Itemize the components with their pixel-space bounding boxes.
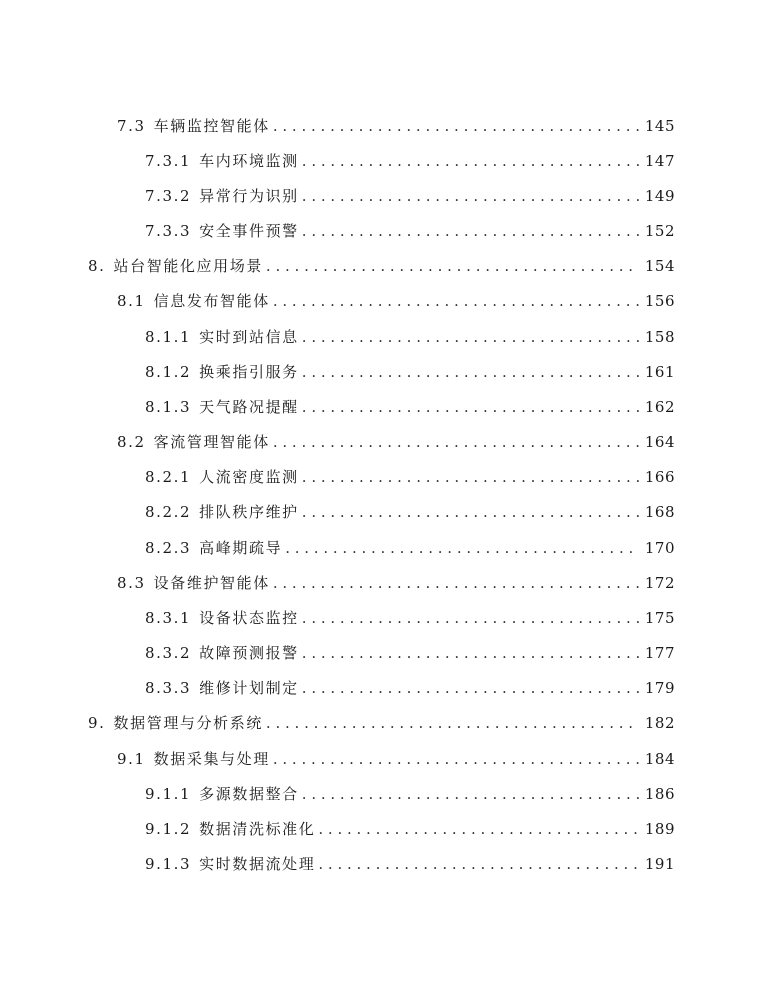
toc-number: 7.3.3 xyxy=(145,222,192,240)
toc-page-number: 149 xyxy=(644,187,675,205)
toc-entry[interactable] xyxy=(145,182,675,206)
toc-title: 维修计划制定 xyxy=(199,679,299,697)
toc-leader-dots xyxy=(266,713,639,733)
toc-entry[interactable] xyxy=(145,498,675,522)
toc-entry[interactable] xyxy=(117,287,675,311)
toc-title: 换乘指引服务 xyxy=(199,363,299,381)
toc-entry[interactable] xyxy=(145,534,675,558)
toc-entry[interactable] xyxy=(117,569,675,593)
toc-page-number: 172 xyxy=(644,574,675,592)
toc-page-number: 166 xyxy=(644,468,675,486)
toc-leader-dots xyxy=(302,678,639,698)
toc-leader-dots xyxy=(302,502,639,522)
toc-leader-dots xyxy=(285,538,639,558)
toc-page-number: 156 xyxy=(644,292,675,310)
toc-leader-dots xyxy=(273,291,639,311)
toc-number: 9.1.1 xyxy=(145,785,192,803)
toc-leader-dots xyxy=(273,116,639,136)
toc-number: 7.3 xyxy=(117,117,146,135)
toc-page-number: 152 xyxy=(644,222,675,240)
toc-entry[interactable] xyxy=(145,393,675,417)
toc-page-number: 161 xyxy=(644,363,675,381)
toc-leader-dots xyxy=(273,432,639,452)
toc-number: 9. xyxy=(88,714,106,732)
toc-number: 8.3.1 xyxy=(145,609,192,627)
toc-leader-dots xyxy=(302,151,639,171)
toc-title: 异常行为识别 xyxy=(199,187,299,205)
toc-page-number: 147 xyxy=(644,152,675,170)
toc-entry[interactable] xyxy=(88,252,675,276)
toc-leader-dots xyxy=(302,784,639,804)
toc-leader-dots xyxy=(302,221,639,241)
toc-number: 8.1.2 xyxy=(145,363,192,381)
toc-number: 9.1.3 xyxy=(145,855,192,873)
toc-leader-dots xyxy=(302,467,639,487)
toc-number: 8.3.2 xyxy=(145,644,192,662)
toc-title: 实时数据流处理 xyxy=(199,855,316,873)
toc-entry[interactable] xyxy=(145,850,675,874)
toc-entry[interactable] xyxy=(145,323,675,347)
toc-leader-dots xyxy=(302,186,639,206)
toc-number: 8.2.2 xyxy=(145,503,192,521)
toc-entry[interactable] xyxy=(145,639,675,663)
toc-entry[interactable] xyxy=(145,217,675,241)
toc-number: 8. xyxy=(88,257,106,275)
toc-page-number: 145 xyxy=(644,117,675,135)
toc-leader-dots xyxy=(302,397,639,417)
toc-leader-dots xyxy=(273,749,639,769)
toc-page-number: 168 xyxy=(644,503,675,521)
toc-title: 多源数据整合 xyxy=(199,785,299,803)
toc-number: 8.1.1 xyxy=(145,328,192,346)
toc-title: 车辆监控智能体 xyxy=(153,117,270,135)
toc-number: 8.1 xyxy=(117,292,146,310)
toc-title: 数据清洗标准化 xyxy=(199,820,316,838)
toc-page-number: 186 xyxy=(644,785,675,803)
toc-leader-dots xyxy=(318,854,638,874)
toc-page-number: 154 xyxy=(644,257,675,275)
toc-entry[interactable] xyxy=(88,709,675,733)
toc-entry[interactable] xyxy=(145,674,675,698)
toc-page-number: 164 xyxy=(644,433,675,451)
toc-title: 实时到站信息 xyxy=(199,328,299,346)
toc-number: 8.3 xyxy=(117,574,146,592)
toc-leader-dots xyxy=(273,573,639,593)
toc-entry[interactable] xyxy=(145,463,675,487)
toc-title: 客流管理智能体 xyxy=(153,433,270,451)
toc-page-number: 170 xyxy=(644,539,675,557)
toc-entry[interactable] xyxy=(117,428,675,452)
toc-leader-dots xyxy=(302,608,639,628)
toc-title: 故障预测报警 xyxy=(199,644,299,662)
toc-page-number: 158 xyxy=(644,328,675,346)
toc-number: 9.1 xyxy=(117,750,146,768)
toc-title: 排队秩序维护 xyxy=(199,503,299,521)
toc-title: 站台智能化应用场景 xyxy=(113,257,263,275)
toc-page-number: 179 xyxy=(644,679,675,697)
toc-title: 车内环境监测 xyxy=(199,152,299,170)
toc-leader-dots xyxy=(266,256,639,276)
toc-leader-dots xyxy=(302,362,639,382)
toc-leader-dots xyxy=(302,643,639,663)
toc-page-number: 191 xyxy=(644,855,675,873)
toc-entry[interactable] xyxy=(145,604,675,628)
toc-number: 8.2.1 xyxy=(145,468,192,486)
toc-number: 8.2.3 xyxy=(145,539,192,557)
toc-number: 9.1.2 xyxy=(145,820,192,838)
toc-number: 8.2 xyxy=(117,433,146,451)
toc-title: 设备状态监控 xyxy=(199,609,299,627)
toc-entry[interactable] xyxy=(145,358,675,382)
toc-title: 设备维护智能体 xyxy=(153,574,270,592)
toc-page-number: 162 xyxy=(644,398,675,416)
toc-entry[interactable] xyxy=(145,780,675,804)
toc-title: 天气路况提醒 xyxy=(199,398,299,416)
toc-page-number: 177 xyxy=(644,644,675,662)
toc-title: 人流密度监测 xyxy=(199,468,299,486)
toc-title: 安全事件预警 xyxy=(199,222,299,240)
toc-entry[interactable] xyxy=(117,112,675,136)
toc-page-number: 182 xyxy=(644,714,675,732)
toc-page-number: 184 xyxy=(644,750,675,768)
toc-number: 7.3.1 xyxy=(145,152,192,170)
toc-title: 高峰期疏导 xyxy=(199,539,283,557)
toc-number: 8.1.3 xyxy=(145,398,192,416)
toc-title: 信息发布智能体 xyxy=(153,292,270,310)
toc-number: 8.3.3 xyxy=(145,679,192,697)
toc-page-number: 175 xyxy=(644,609,675,627)
toc-page-number: 189 xyxy=(644,820,675,838)
toc-title: 数据管理与分析系统 xyxy=(113,714,263,732)
toc-entry[interactable] xyxy=(117,745,675,769)
toc-entry[interactable] xyxy=(145,815,675,839)
toc-title: 数据采集与处理 xyxy=(153,750,270,768)
toc-leader-dots xyxy=(302,327,639,347)
toc-entry[interactable] xyxy=(145,147,675,171)
toc-number: 7.3.2 xyxy=(145,187,192,205)
toc-leader-dots xyxy=(318,819,638,839)
